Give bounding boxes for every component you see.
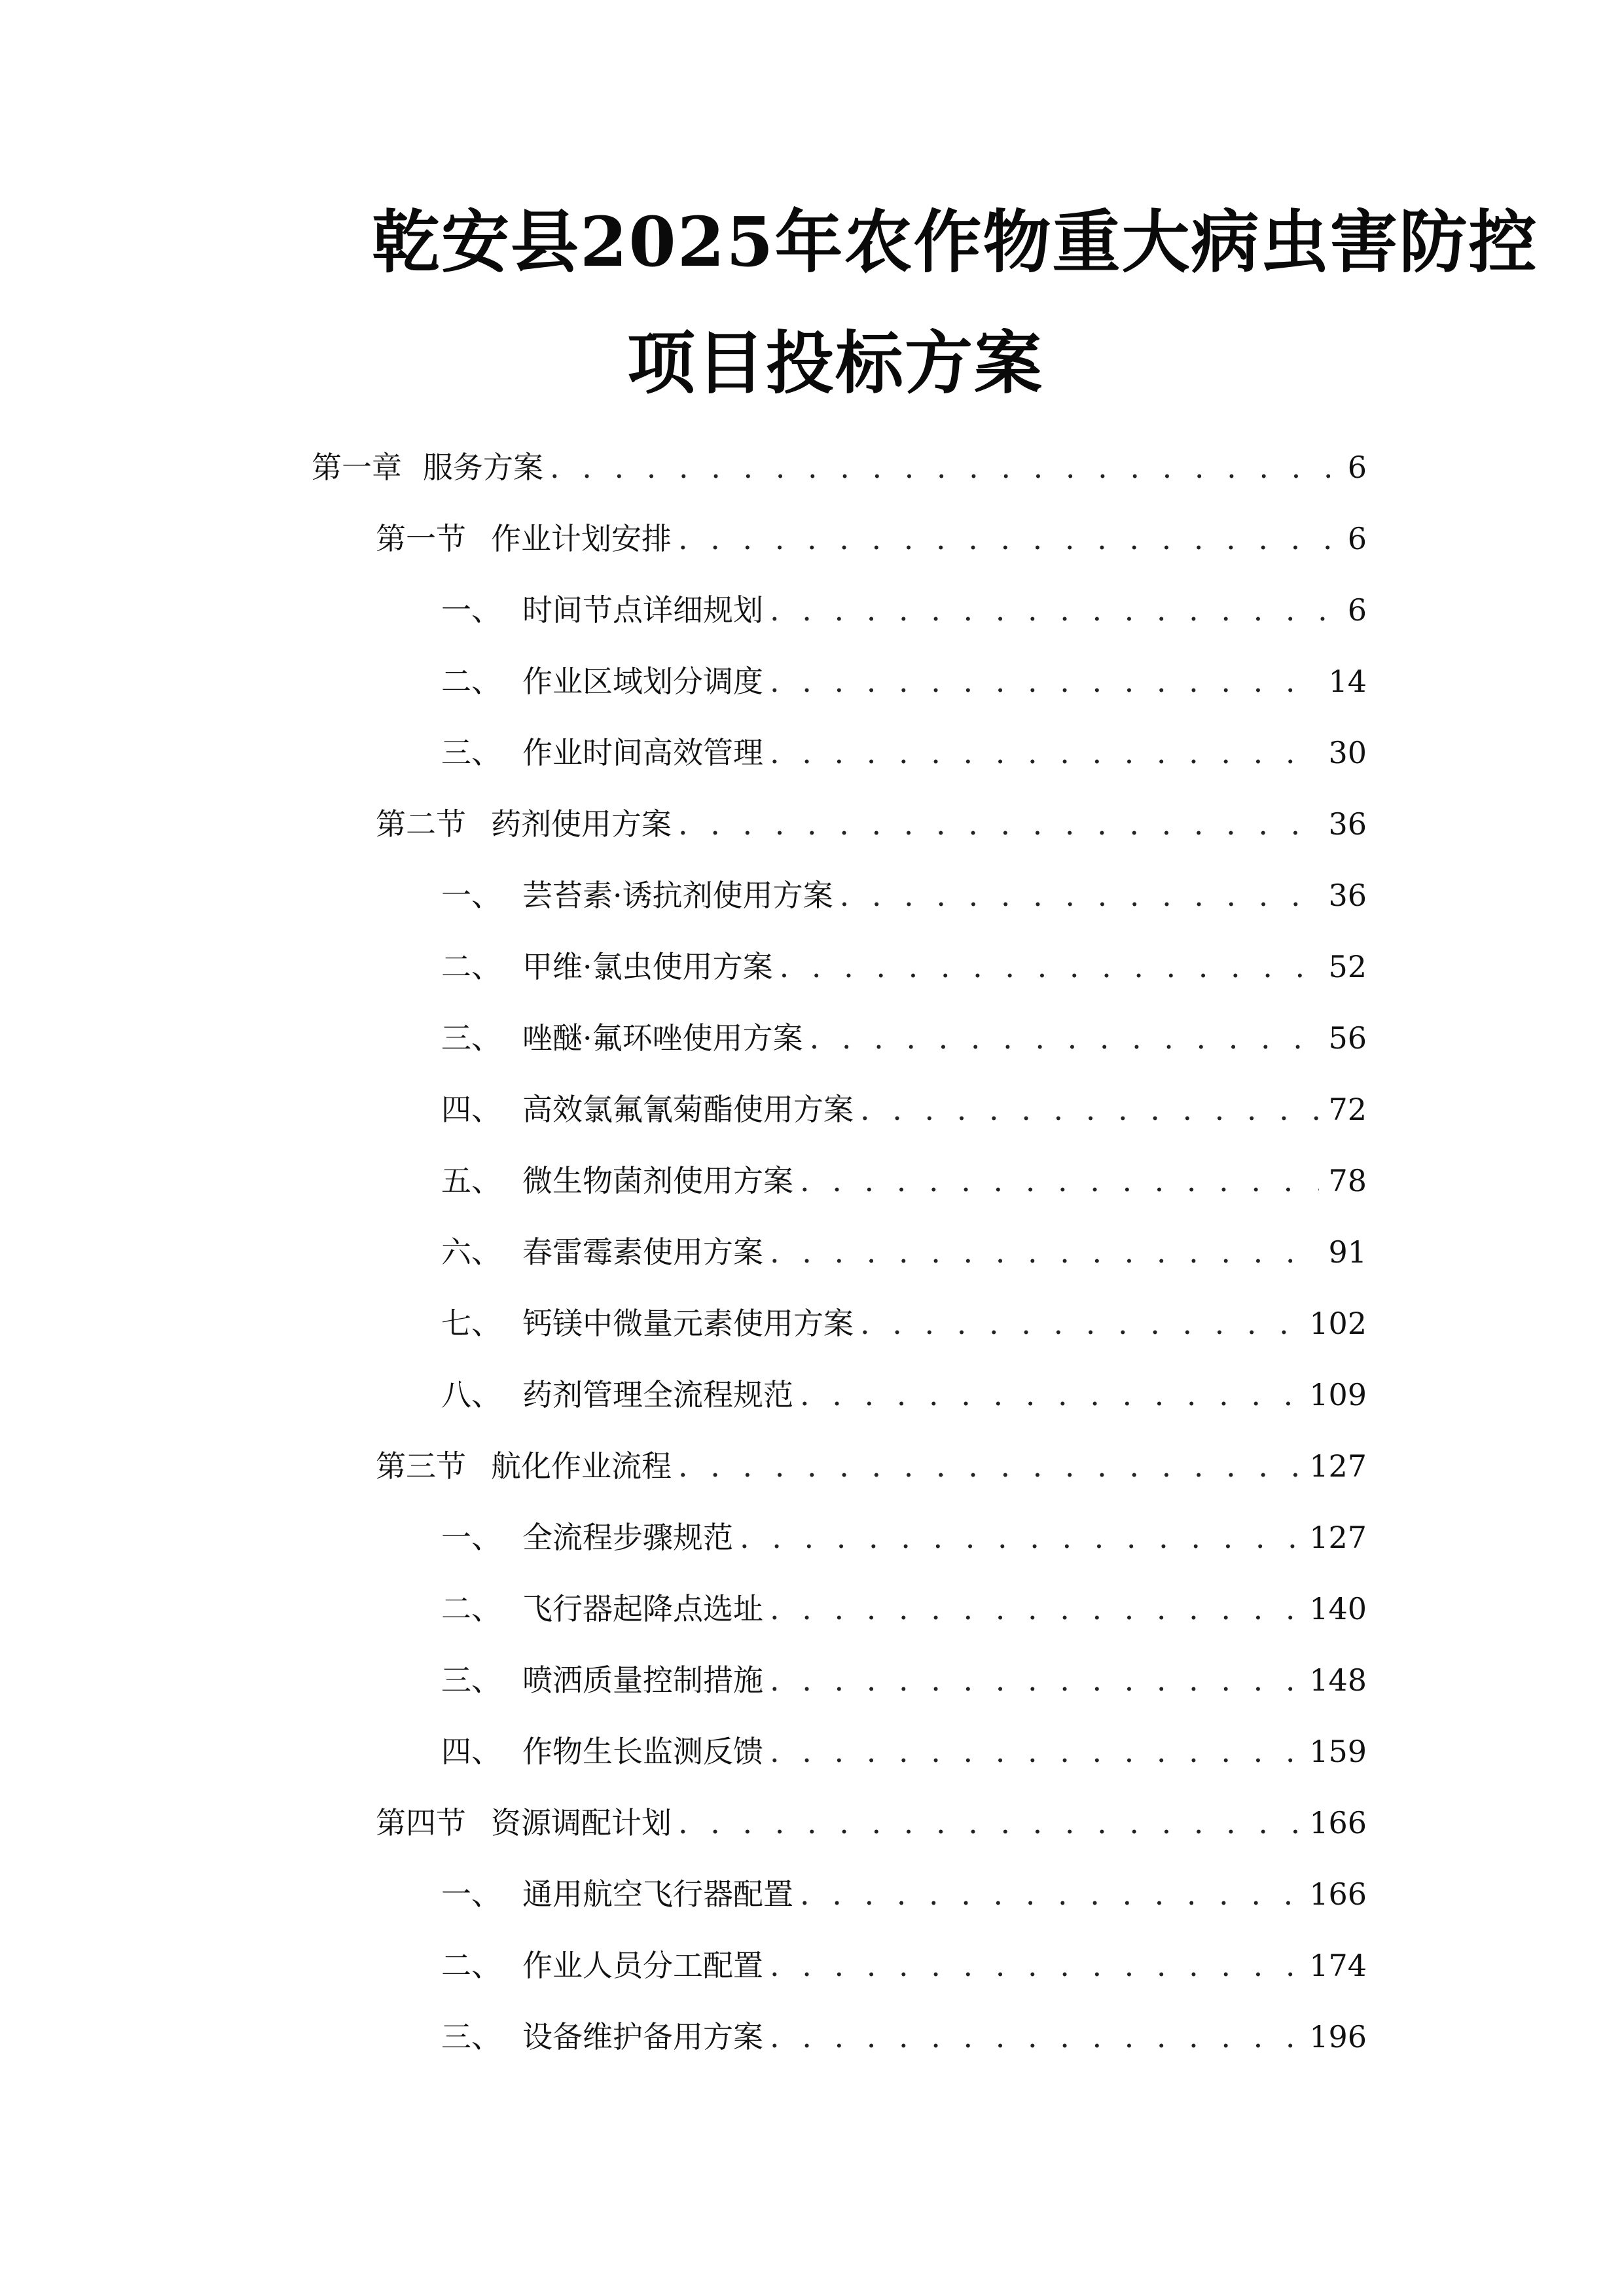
toc-entry-title: 服务方案 [423, 450, 543, 485]
toc-entry-page: 14 [1328, 664, 1367, 699]
toc-dot-leader [770, 1227, 1319, 1277]
toc-entry-subsection[interactable] [441, 1227, 1367, 1277]
toc-dot-leader [740, 1513, 1300, 1562]
toc-dot-leader [678, 1798, 1300, 1848]
toc-entry-number: 三、 [441, 735, 501, 770]
toc-entry-page: 78 [1328, 1163, 1367, 1198]
toc-entry-page: 52 [1328, 949, 1367, 984]
toc-entry-title: 设备维护备用方案 [522, 2019, 763, 2054]
toc-entry-number: 一、 [441, 1876, 501, 1912]
toc-entry-title: 作业区域划分调度 [522, 664, 763, 699]
toc-entry-subsection[interactable] [441, 1584, 1367, 1634]
toc-entry-subsection[interactable] [441, 1727, 1367, 1776]
toc-dot-leader [860, 1299, 1300, 1348]
toc-entry-page: 174 [1309, 1948, 1367, 1983]
toc-entry-subsection[interactable] [441, 1370, 1367, 1420]
toc-entry-section[interactable] [376, 1798, 1367, 1848]
toc-entry-subsection[interactable] [441, 1156, 1367, 1206]
toc-entry-title: 通用航空飞行器配置 [522, 1876, 793, 1912]
toc-entry-page: 159 [1309, 1734, 1367, 1769]
toc-entry-page: 36 [1328, 878, 1367, 913]
toc-entry-page: 91 [1328, 1234, 1367, 1270]
toc-dot-leader [770, 1727, 1300, 1776]
toc-dot-leader [770, 1584, 1300, 1634]
toc-entry-subsection[interactable] [441, 870, 1367, 920]
toc-entry-subsection[interactable] [441, 1869, 1367, 1919]
toc-entry-page: 166 [1309, 1805, 1367, 1840]
toc-entry-title: 药剂使用方案 [491, 806, 672, 842]
toc-entry-subsection[interactable] [441, 1655, 1367, 1705]
toc-entry-number: 一、 [441, 878, 501, 913]
toc-entry-title: 作业计划安排 [491, 521, 672, 556]
toc-entry-number: 四、 [441, 1734, 501, 1769]
toc-entry-subsection[interactable] [441, 656, 1367, 706]
toc-entry-title: 航化作业流程 [491, 1448, 672, 1484]
document-title-line-2: 项目投标方案 [627, 323, 1044, 403]
toc-entry-subsection[interactable] [441, 585, 1367, 635]
toc-dot-leader [770, 1941, 1300, 1990]
toc-entry-subsection[interactable] [441, 1013, 1367, 1063]
toc-entry-title: 作物生长监测反馈 [522, 1734, 763, 1769]
toc-dot-leader [770, 728, 1319, 778]
toc-dot-leader [678, 514, 1338, 564]
toc-entry-subsection[interactable] [441, 728, 1367, 778]
toc-entry-number: 一、 [441, 592, 501, 628]
toc-entry-number: 七、 [441, 1306, 501, 1341]
toc-entry-number: 三、 [441, 1662, 501, 1698]
toc-entry-number: 二、 [441, 949, 501, 984]
toc-dot-leader [810, 1013, 1320, 1063]
toc-entry-subsection[interactable] [441, 1085, 1367, 1134]
toc-entry-page: 166 [1309, 1876, 1367, 1912]
toc-entry-page: 148 [1309, 1662, 1367, 1698]
toc-entry-title: 全流程步骤规范 [522, 1520, 733, 1555]
toc-dot-leader [800, 1869, 1300, 1919]
toc-entry-title: 高效氯氟氰菊酯使用方案 [522, 1092, 854, 1127]
toc-entry-page: 36 [1328, 806, 1367, 842]
toc-entry-title: 时间节点详细规划 [522, 592, 763, 628]
toc-entry-number: 第三节 [376, 1448, 466, 1484]
toc-entry-section[interactable] [376, 1441, 1367, 1491]
toc-entry-section[interactable] [376, 514, 1367, 564]
toc-entry-page: 109 [1309, 1377, 1367, 1412]
toc-entry-subsection[interactable] [441, 942, 1367, 992]
toc-dot-leader [678, 1441, 1300, 1491]
toc-entry-number: 三、 [441, 1020, 501, 1056]
toc-entry-title: 资源调配计划 [491, 1805, 672, 1840]
toc-entry-number: 六、 [441, 1234, 501, 1270]
toc-entry-number: 第二节 [376, 806, 466, 842]
toc-entry-page: 127 [1309, 1520, 1367, 1555]
toc-entry-subsection[interactable] [441, 1299, 1367, 1348]
toc-entry-page: 56 [1328, 1020, 1367, 1056]
toc-entry-subsection[interactable] [441, 1941, 1367, 1990]
toc-entry-number: 二、 [441, 1591, 501, 1626]
toc-entry-title: 唑醚·氟环唑使用方案 [522, 1020, 803, 1056]
toc-entry-number: 二、 [441, 1948, 501, 1983]
toc-dot-leader [770, 2012, 1300, 2062]
toc-entry-title: 作业人员分工配置 [522, 1948, 763, 1983]
toc-entry-page: 6 [1347, 450, 1367, 485]
toc-entry-title: 药剂管理全流程规范 [522, 1377, 793, 1412]
toc-entry-page: 30 [1328, 735, 1367, 770]
toc-dot-leader [550, 442, 1338, 492]
toc-entry-section[interactable] [376, 799, 1367, 849]
toc-entry-subsection[interactable] [441, 1513, 1367, 1562]
toc-entry-title: 微生物菌剂使用方案 [522, 1163, 793, 1198]
toc-dot-leader [800, 1370, 1300, 1420]
toc-entry-chapter[interactable] [312, 442, 1367, 492]
toc-entry-page: 6 [1347, 592, 1367, 628]
toc-dot-leader [800, 1156, 1319, 1206]
toc-entry-number: 第一节 [376, 521, 466, 556]
toc-entry-page: 127 [1309, 1448, 1367, 1484]
toc-dot-leader [780, 942, 1320, 992]
toc-entry-title: 甲维·氯虫使用方案 [522, 949, 773, 984]
toc-entry-title: 钙镁中微量元素使用方案 [522, 1306, 854, 1341]
document-title-line-1: 乾安县2025年农作物重大病虫害防控 [372, 202, 1538, 282]
toc-entry-title: 飞行器起降点选址 [522, 1591, 763, 1626]
toc-entry-title: 作业时间高效管理 [522, 735, 763, 770]
toc-entry-title: 春雷霉素使用方案 [522, 1234, 763, 1270]
toc-entry-number: 四、 [441, 1092, 501, 1127]
toc-entry-page: 72 [1328, 1092, 1367, 1127]
toc-dot-leader [678, 799, 1319, 849]
toc-entry-number: 八、 [441, 1377, 501, 1412]
toc-entry-number: 第四节 [376, 1805, 466, 1840]
toc-entry-page: 140 [1309, 1591, 1367, 1626]
toc-dot-leader [770, 1655, 1300, 1705]
toc-entry-title: 喷洒质量控制措施 [522, 1662, 763, 1698]
toc-entry-number: 五、 [441, 1163, 501, 1198]
toc-entry-title: 芸苔素·诱抗剂使用方案 [522, 878, 833, 913]
toc-entry-subsection[interactable] [441, 2012, 1367, 2062]
toc-entry-number: 第一章 [312, 450, 402, 485]
toc-entry-page: 6 [1347, 521, 1367, 556]
toc-dot-leader [770, 585, 1338, 635]
toc-entry-number: 二、 [441, 664, 501, 699]
toc-entry-number: 一、 [441, 1520, 501, 1555]
toc-entry-page: 196 [1309, 2019, 1367, 2054]
toc-dot-leader [840, 870, 1320, 920]
toc-dot-leader [770, 656, 1319, 706]
toc-dot-leader [860, 1085, 1319, 1134]
toc-entry-number: 三、 [441, 2019, 501, 2054]
toc-entry-page: 102 [1309, 1306, 1367, 1341]
